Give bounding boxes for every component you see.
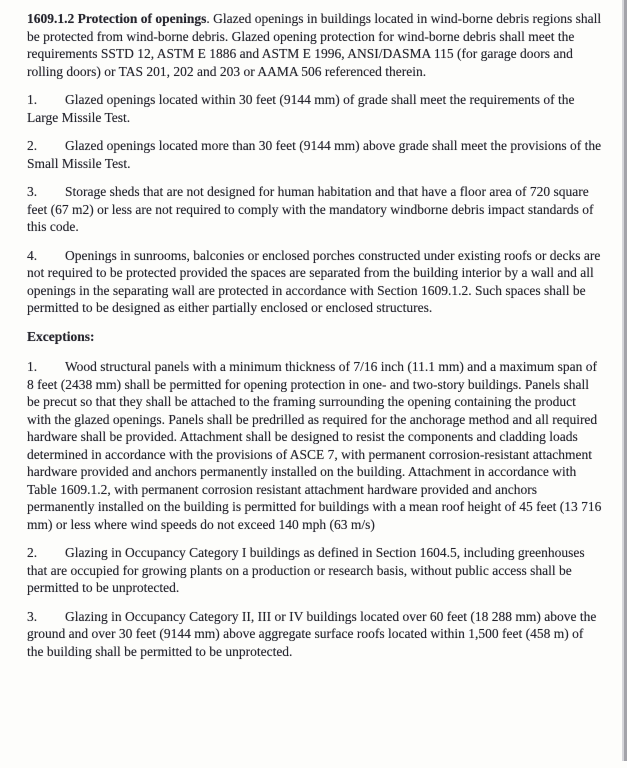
exceptions-heading: Exceptions: (27, 328, 95, 344)
exception-item-1 (27, 358, 602, 533)
item-text: Glazed openings located more than 30 feet (9144 mm) above grade shall meet the provisions of the Small Missile Test. (27, 138, 602, 171)
exception-number: 3. (27, 608, 38, 624)
scan-edge-bar (622, 0, 627, 761)
section-body-text: . Glazed openings in buildings located in wind-borne debris regions shall be protected from wind-borne debris. Glazed opening protection for wind-borne debris shall meet the requirements SSTD 12, ASTM E 1886 and ASTM E 1996, ANSI/DASMA 115 (for garage doors and rolling doors) or TAS 201, 202 and 203 or AAMA 506 referenced therein. (27, 11, 602, 79)
exception-item-2 (27, 544, 602, 597)
item-text: Storage sheds that are not designed for human habitation and that have a floor area of 720 square feet (67 m2) or less are not required to comply with the mandatory windborne debris impact standards of this code. (27, 184, 594, 234)
numbered-item-3 (27, 183, 602, 236)
item-number: 1. (27, 92, 38, 107)
exception-text: Glazing in Occupancy Category I buildings as defined in Section 1604.5, including greenhouses that are occupied for growing plants on a production or research basis, without public access shall be permitted to be unprotected. (27, 545, 585, 595)
section-paragraph (27, 10, 602, 80)
exception-text: Wood structural panels with a minimum thickness of 7/16 inch (11.1 mm) and a maximum span of 8 feet (2438 mm) shall be permitted for opening protection in one- and two-story buildings. Panels shall be precut so that they shall be attached to the framing surrounding the opening containing the product with the glazed openings. Panels shall be predrilled as required for the anchorage method and all required hardware shall be provided. Attachment shall be designed to resist the components and cladding loads determined in accordance with the provisions of ASCE 7, with permanent corrosion-resistant attachment hardware provided and anchors permanently installed on the building. Attachment in accordance with Table 1609.1.2, with permanent corrosion resistant attachment hardware provided and anchors permanently installed on the building is permitted for buildings with a mean roof height of 45 feet (13 716 mm) or less where wind speeds do not exceed 140 mph (63 m/s) (27, 359, 602, 532)
item-number: 2. (27, 138, 38, 153)
exception-item-3 (27, 608, 602, 661)
document-content (27, 10, 602, 671)
numbered-item-4 (27, 247, 602, 317)
exception-number: 1. (27, 359, 38, 374)
item-number: 3. (27, 184, 38, 199)
exception-number: 2. (27, 545, 38, 560)
exception-text: Glazing in Occupancy Category II, III or IV buildings located over 60 feet (18 288 mm) above the ground and over 30 feet (9144 mm) above aggregate surface roofs located within 1,500 feet (458 m) of the building shall be permitted to be unprotected. (27, 608, 597, 659)
item-text: Glazed openings located within 30 feet (9144 mm) of grade shall meet the requirements of the Large Missile Test. (27, 92, 575, 125)
numbered-item-1 (27, 91, 602, 126)
item-number: 4. (27, 247, 38, 263)
numbered-item-2 (27, 137, 602, 172)
section-heading: 1609.1.2 Protection of openings (27, 11, 207, 26)
item-text: Openings in sunrooms, balconies or enclosed porches constructed under existing roofs or decks are not required to be protected provided the spaces are separated from the building interior by a wall and all openings in the separating wall are protected in accordance with Section 1609.1.2. Such spaces shall be permitted to be designed as either partially enclosed or enclosed structures. (27, 247, 601, 315)
